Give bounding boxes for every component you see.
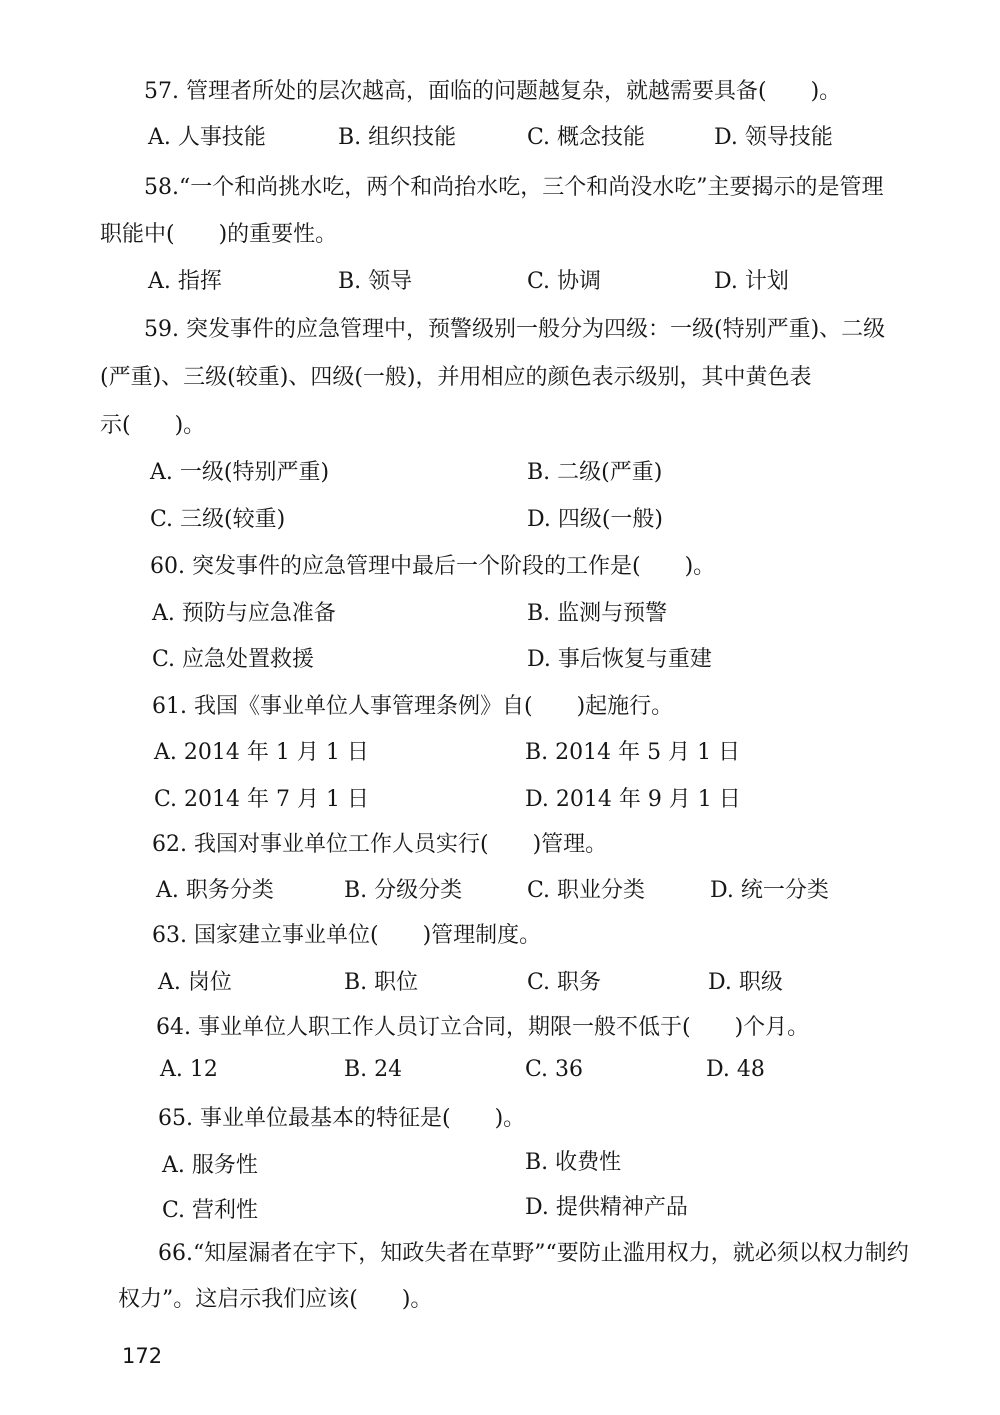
option-c: C. 概念技能 <box>527 125 646 150</box>
question-stem-line: 58.“一个和尚挑水吃，两个和尚抬水吃，三个和尚没水吃”主要揭示的是管理 <box>144 175 884 200</box>
option-d: D. 统一分类 <box>710 878 829 903</box>
option-a: A. 岗位 <box>158 970 232 995</box>
option-a: A. 人事技能 <box>148 125 266 150</box>
question-stem-line: 权力”。这启示我们应该( )。 <box>118 1287 433 1312</box>
option-d: D. 提供精神产品 <box>525 1195 688 1220</box>
option-a: A. 一级(特别严重) <box>150 460 330 485</box>
option-c: C. 协调 <box>527 269 602 294</box>
option-d: D. 领导技能 <box>714 125 833 150</box>
question-stem-line: 职能中( )的重要性。 <box>100 222 338 247</box>
question-stem-line: 61. 我国《事业单位人事管理条例》自( )起施行。 <box>152 694 674 719</box>
question-stem-line: 59. 突发事件的应急管理中，预警级别一般分为四级：一级(特别严重)、二级 <box>144 317 886 342</box>
option-b: B. 职位 <box>344 970 419 995</box>
question-stem-line: (严重)、三级(较重)、四级(一般)，并用相应的颜色表示级别，其中黄色表 <box>100 365 812 390</box>
option-d: D. 四级(一般) <box>527 507 664 532</box>
question-stem-line: 63. 国家建立事业单位( )管理制度。 <box>152 923 542 948</box>
question-stem-line: 64. 事业单位人职工作人员订立合同，期限一般不低于( )个月。 <box>156 1015 810 1040</box>
option-a: A. 指挥 <box>148 269 222 294</box>
option-b: B. 收费性 <box>525 1150 622 1175</box>
option-b: B. 2014 年 5 月 1 日 <box>525 740 741 765</box>
option-c: C. 应急处置救援 <box>152 647 315 672</box>
option-d: D. 计划 <box>714 269 789 294</box>
question-stem-line: 65. 事业单位最基本的特征是( )。 <box>158 1106 526 1131</box>
question-stem-line: 示( )。 <box>100 413 206 438</box>
option-d: D. 48 <box>706 1057 765 1082</box>
option-c: C. 营利性 <box>162 1198 259 1223</box>
option-a: A. 服务性 <box>162 1153 258 1178</box>
option-d: D. 事后恢复与重建 <box>527 647 712 672</box>
option-d: D. 职级 <box>708 970 783 995</box>
option-c: C. 职业分类 <box>527 878 646 903</box>
option-c: C. 三级(较重) <box>150 507 286 532</box>
option-c: C. 2014 年 7 月 1 日 <box>154 787 369 812</box>
option-b: B. 组织技能 <box>338 125 457 150</box>
question-stem-line: 62. 我国对事业单位工作人员实行( )管理。 <box>152 832 608 857</box>
option-a: A. 12 <box>160 1057 218 1082</box>
question-stem-line: 60. 突发事件的应急管理中最后一个阶段的工作是( )。 <box>150 554 716 579</box>
option-c: C. 职务 <box>527 970 602 995</box>
page-number: 172 <box>122 1344 163 1368</box>
question-stem-line: 66.“知屋漏者在宇下，知政失者在草野”“要防止滥用权力，就必须以权力制约 <box>158 1241 909 1266</box>
option-b: B. 24 <box>344 1057 403 1082</box>
option-b: B. 领导 <box>338 269 413 294</box>
option-b: B. 分级分类 <box>344 878 463 903</box>
option-b: B. 二级(严重) <box>527 460 663 485</box>
option-b: B. 监测与预警 <box>527 601 668 626</box>
option-a: A. 预防与应急准备 <box>152 601 336 626</box>
option-a: A. 2014 年 1 月 1 日 <box>154 740 369 765</box>
option-c: C. 36 <box>525 1057 584 1082</box>
option-a: A. 职务分类 <box>156 878 274 903</box>
option-d: D. 2014 年 9 月 1 日 <box>525 787 741 812</box>
question-stem-line: 57. 管理者所处的层次越高，面临的问题越复杂，就越需要具备( )。 <box>144 79 842 104</box>
